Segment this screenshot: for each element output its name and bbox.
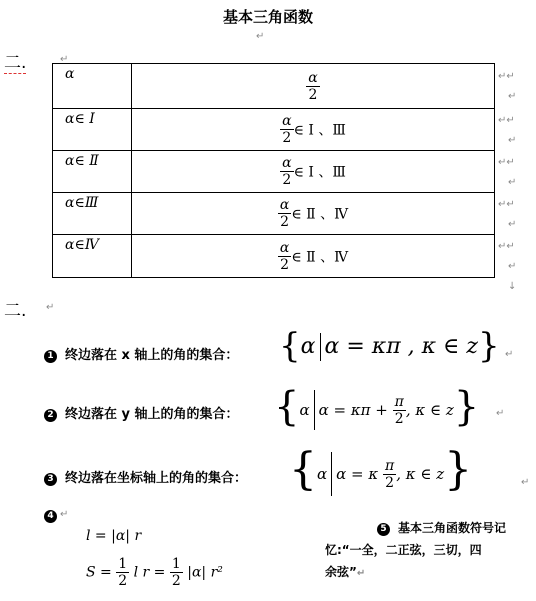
set-expression-y: {α α = κπ + $\frac{\pi}{2}$ , κ ∈ z} xyxy=(274,384,480,430)
paragraph-mark: ↵ xyxy=(60,509,69,520)
fraction-numerator: π xyxy=(385,457,395,474)
table-row-left xyxy=(53,193,132,235)
table-row-right xyxy=(132,193,495,235)
bullet-number: 2 xyxy=(44,409,57,422)
paragraph-mark: ↵ xyxy=(505,349,514,360)
row-condition: α∈Ⅲ xyxy=(65,195,99,211)
row-condition: α∈Ⅳ xyxy=(65,237,99,253)
formula-fraction xyxy=(116,556,129,589)
table-row-right xyxy=(132,151,495,193)
table-row-left xyxy=(53,109,132,151)
header-alpha: α xyxy=(65,66,75,82)
row-fraction xyxy=(278,197,291,230)
arc-length-formula: l = |α| r xyxy=(86,528,142,544)
paragraph-mark: ↵ xyxy=(60,54,69,65)
fraction-numerator: 1 xyxy=(171,556,181,572)
paragraph-mark: ↵↵ xyxy=(498,115,515,126)
page-title: 基本三角函数 xyxy=(222,8,313,26)
row-result: ∈ Ⅰ 、Ⅲ xyxy=(293,164,346,181)
header-fraction xyxy=(306,70,319,103)
table-row xyxy=(53,193,495,235)
table-row-left xyxy=(53,151,132,193)
formula-fraction xyxy=(170,556,183,589)
table-row xyxy=(53,151,495,193)
set-variable: α xyxy=(317,465,328,483)
mnemonic-note xyxy=(325,517,535,583)
bullet-number: 4 xyxy=(44,510,57,523)
half-angle-table xyxy=(52,63,495,278)
set-bar xyxy=(331,452,332,496)
set-condition-tail: , κ ∈ z xyxy=(405,401,454,419)
fraction-denominator: 2 xyxy=(280,256,290,273)
table-header-left xyxy=(53,64,132,109)
set-bar xyxy=(320,333,321,361)
fraction-numerator: α xyxy=(282,155,292,171)
set-fraction xyxy=(393,394,406,427)
fraction-numerator: α xyxy=(308,69,318,86)
note-line-3 xyxy=(325,561,535,583)
section-two-heading: 二. xyxy=(4,301,27,321)
paragraph-mark: ↵ xyxy=(356,568,366,579)
fraction-denominator: 2 xyxy=(394,410,404,427)
formula-part: S = xyxy=(86,564,112,581)
fraction-numerator: α xyxy=(279,197,290,213)
item-text: 终边落在坐标轴上的角的集合： xyxy=(65,471,248,486)
fraction-denominator: 2 xyxy=(282,172,292,188)
bullet-number: 5 xyxy=(377,523,390,536)
set-variable: α xyxy=(299,401,310,419)
set-variable: α xyxy=(300,334,316,359)
table-row-left xyxy=(53,235,132,278)
paragraph-mark: ↵↵ xyxy=(498,157,515,168)
fraction-denominator: 2 xyxy=(171,573,181,589)
row-condition: α∈ Ⅱ xyxy=(65,153,99,169)
paragraph-mark: ↵ xyxy=(508,261,517,272)
row-fraction xyxy=(278,240,291,273)
sector-area-formula xyxy=(86,556,223,589)
row-fraction xyxy=(280,155,293,188)
paragraph-mark: ↵ xyxy=(508,91,517,102)
fraction-denominator: 2 xyxy=(282,130,292,146)
paragraph-mark: ↵ xyxy=(521,477,530,488)
note-text: 基本三角函数符号记 xyxy=(398,521,507,535)
set-condition: α = κπ + xyxy=(318,401,388,419)
formula-part: l r = xyxy=(133,564,166,581)
item-coordinate-axis xyxy=(44,467,247,486)
paragraph-mark: ↵ xyxy=(508,219,517,230)
fraction-numerator: π xyxy=(394,393,404,410)
paragraph-mark: ↵ xyxy=(496,408,505,419)
fraction-denominator: 2 xyxy=(280,214,290,230)
bullet-number: 1 xyxy=(44,350,57,363)
paragraph-mark: ↵↵ xyxy=(498,199,515,210)
bullet-number: 3 xyxy=(44,473,57,486)
fraction-numerator: α xyxy=(282,113,292,129)
fraction-denominator: 2 xyxy=(308,86,318,103)
row-result: ∈ Ⅱ 、Ⅳ xyxy=(291,206,349,223)
paragraph-mark: ↵↵ xyxy=(498,241,515,252)
paragraph-mark: ↓ xyxy=(508,281,517,292)
fraction-numerator: 1 xyxy=(118,556,128,572)
set-fraction xyxy=(383,458,396,491)
fraction-numerator: α xyxy=(279,239,290,256)
item-text: 终边落在 x 轴上的角的集合： xyxy=(65,348,239,363)
fraction-denominator: 2 xyxy=(385,474,395,491)
row-result: ∈ Ⅰ 、Ⅲ xyxy=(293,122,346,139)
set-expression-x: {α α = κπ , κ ∈ z} xyxy=(279,326,500,366)
set-condition: α = κ xyxy=(336,465,379,483)
fraction-denominator: 2 xyxy=(118,573,128,589)
item-y-axis xyxy=(44,403,239,422)
row-fraction xyxy=(280,113,293,146)
table-header-row xyxy=(53,64,495,109)
section-one-heading xyxy=(4,48,26,73)
set-condition: α = κπ , κ ∈ z xyxy=(324,334,478,359)
note-text: 余弦” xyxy=(325,565,357,579)
formula-part: |α| r² xyxy=(187,564,223,581)
table-row-right xyxy=(132,109,495,151)
table-row xyxy=(53,109,495,151)
row-result: ∈ Ⅱ 、Ⅳ xyxy=(291,249,349,265)
item-x-axis xyxy=(44,344,238,363)
paragraph-mark: ↵ xyxy=(508,177,517,188)
table-header-right xyxy=(132,64,495,109)
set-condition-tail: , κ ∈ z xyxy=(396,465,445,483)
table-row xyxy=(53,235,495,278)
note-line-2: 忆:“一全，二正弦，三切，四 xyxy=(325,543,482,557)
paragraph-mark: ↵↵ xyxy=(498,71,515,82)
item-text: 终边落在 y 轴上的角的集合： xyxy=(65,407,239,422)
table-row-right xyxy=(132,235,495,278)
note-line-1 xyxy=(325,517,535,539)
paragraph-mark: ↵ xyxy=(508,135,517,146)
set-expression-axes: {α α = κ $\frac{\pi}{2}$ , κ ∈ z} xyxy=(289,444,473,495)
section-one-label: 二. xyxy=(4,53,27,73)
row-condition: α∈ Ⅰ xyxy=(65,111,95,127)
set-bar xyxy=(314,390,315,430)
paragraph-mark: ↵ xyxy=(256,31,265,42)
paragraph-mark: ↵ xyxy=(46,302,55,313)
